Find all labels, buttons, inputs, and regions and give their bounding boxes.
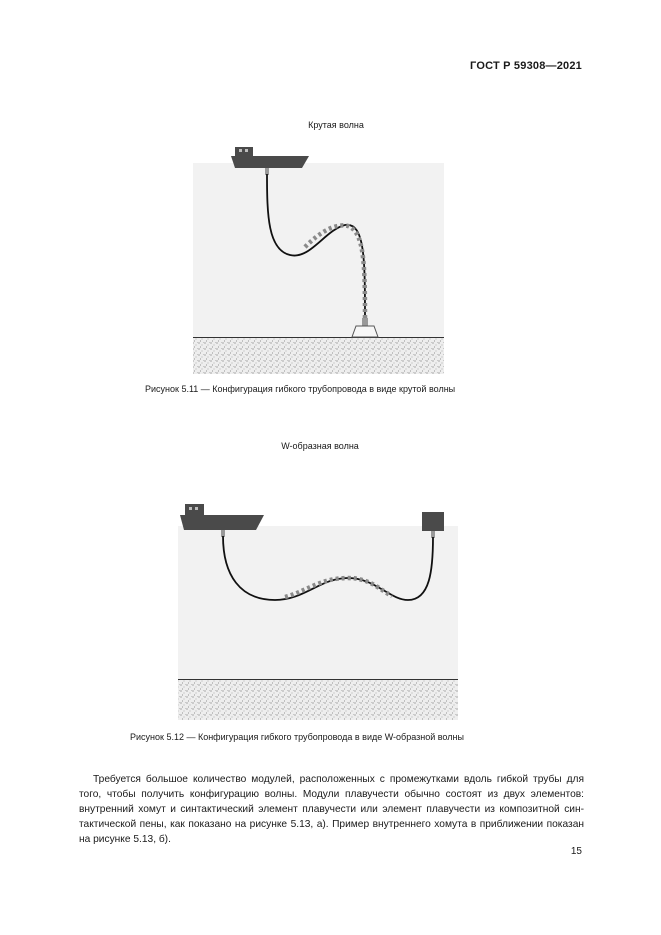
water-column [178, 526, 458, 679]
body-paragraph [79, 772, 584, 847]
body-line: внутренний хомут и синтактический элемент плавучести или элемент плавучести из композитной син- [79, 804, 584, 815]
page-number: 15 [570, 846, 582, 857]
body-line: тактической пены, как показано на рисунке 5.13, а). Пример внутреннего хомута в приближении показан [79, 819, 584, 830]
vessel-icon [180, 504, 264, 530]
figure-2-caption: Рисунок 5.12 — Конфигурация гибкого трубопровода в виде W-образной волны [130, 732, 464, 742]
body-line: Требуется большое количество модулей, расположенных с промежутками вдоль гибкой трубы для [93, 774, 584, 785]
bend-stiffener [431, 531, 435, 538]
body-line: того, чтобы получить конфигурацию волны. Модули плавучести обычно состоят из двух элементов: [79, 789, 584, 800]
figure-1-title: Крутая волна [308, 120, 364, 130]
seabed [178, 679, 458, 720]
figure-2-title: W-образная волна [281, 441, 359, 451]
buoy-icon [422, 512, 444, 531]
body-line: на рисунке 5.13, б). [79, 834, 171, 845]
bend-stiffener [221, 530, 225, 537]
standard-code: ГОСТ Р 59308—2021 [470, 60, 582, 72]
figure-1-caption: Рисунок 5.11 — Конфигурация гибкого трубопровода в виде крутой волны [145, 384, 456, 394]
